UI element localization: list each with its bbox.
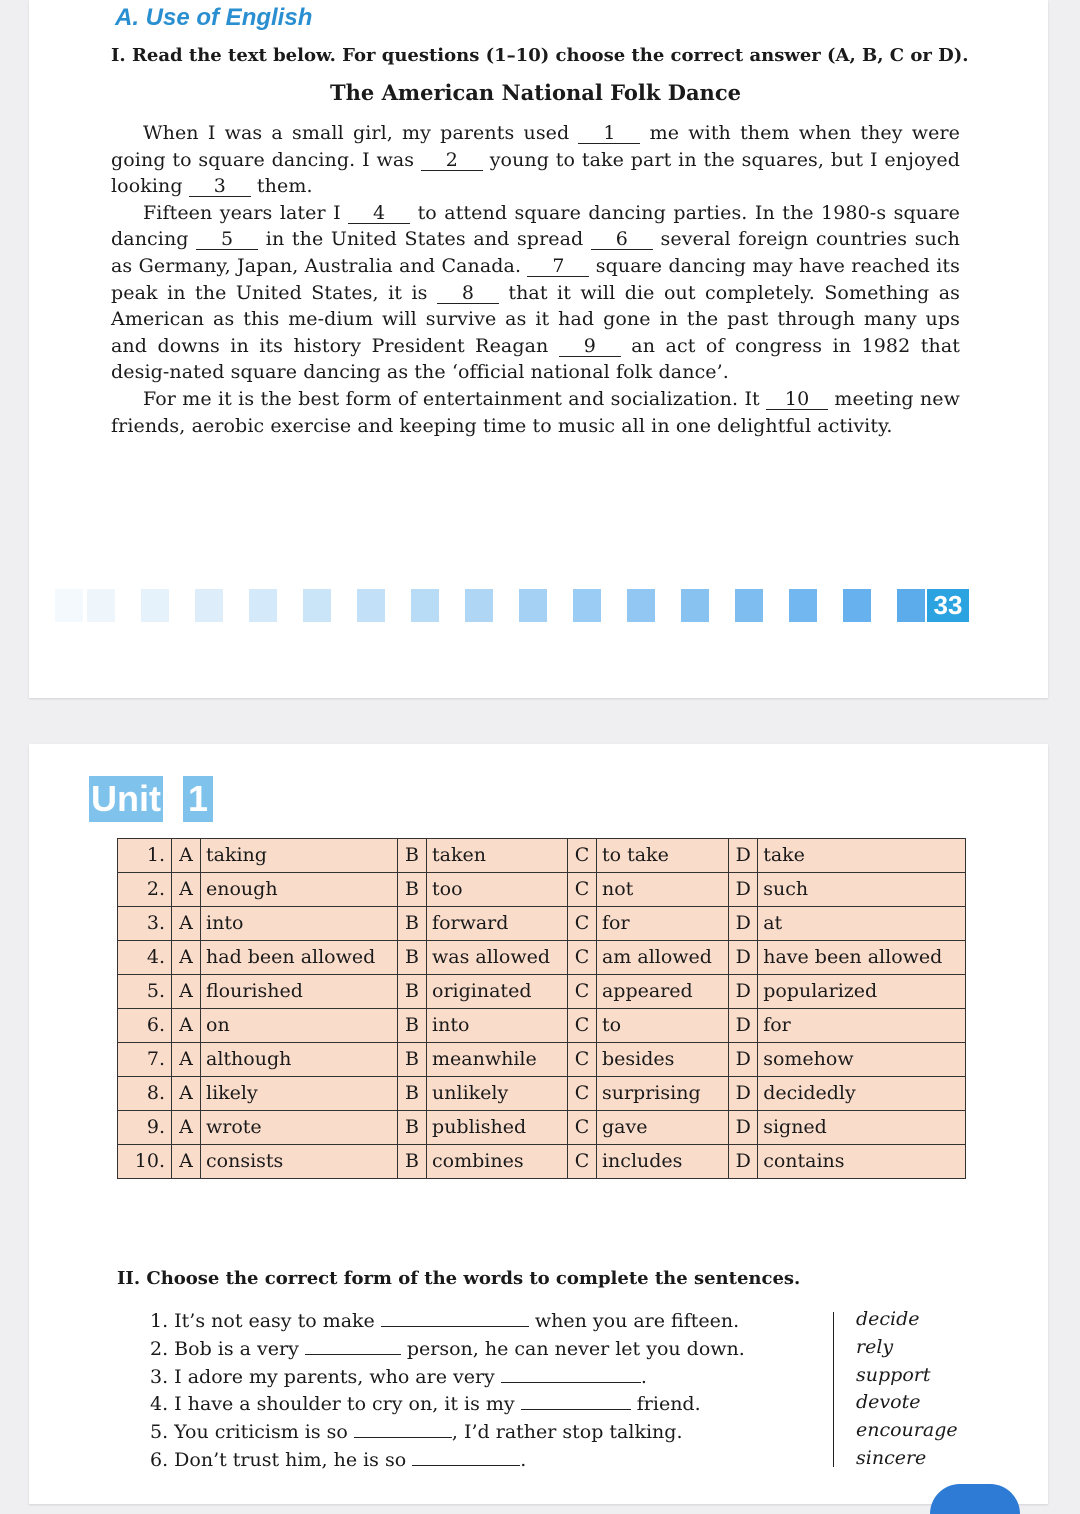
word-bank-divider: [833, 1312, 834, 1467]
gap-2: 2: [421, 150, 483, 171]
question-number: 1.: [118, 839, 172, 873]
question-number: 3.: [118, 907, 172, 941]
question-number: 2.: [118, 873, 172, 907]
option-a: had been allowed: [201, 941, 398, 975]
word-bank-item: devote: [856, 1391, 921, 1414]
option-letter: A: [172, 1009, 201, 1043]
unit-number: 1: [183, 776, 213, 822]
option-letter: A: [172, 873, 201, 907]
option-c: surprising: [596, 1077, 728, 1111]
paragraph-2: Fifteen years later I 4 to attend square dancing parties. In the 1980-s square dancing 5 in the United States and spread 6 several foreign countries such as Germany, Japan, Australia and Canada. 7 square dancing may have reached its peak in the United States, it is 8 that it will die out completely. Something as American as this me-dium will survive as it had gone in the past through many ups and downs in its history President Reagan 9 an act of congress in 1982 that desig-nated square dancing as the ‘official national folk dance’.: [111, 201, 961, 384]
page-number: 33: [927, 589, 969, 622]
answer-blank[interactable]: [521, 1389, 631, 1410]
word-bank-item: support: [856, 1363, 931, 1386]
option-a: wrote: [201, 1111, 398, 1145]
unit-word: Unit: [89, 776, 163, 822]
option-letter: D: [729, 873, 758, 907]
option-letter: A: [172, 907, 201, 941]
option-c: besides: [596, 1043, 728, 1077]
option-c: am allowed: [596, 941, 728, 975]
paragraph-3: For me it is the best form of entertainment and socialization. It 10 meeting new friends, aerobic exercise and keeping time to music all in one delightful activity.: [111, 387, 961, 437]
task2-heading: II. Choose the correct form of the words to complete the sentences.: [117, 1268, 801, 1289]
word-bank-item: encourage: [856, 1419, 958, 1442]
deco-square: [357, 589, 385, 622]
option-d: popularized: [758, 975, 966, 1009]
option-c: includes: [596, 1145, 728, 1179]
option-a: taking: [201, 839, 398, 873]
gap-6: 6: [591, 229, 653, 250]
deco-square: [789, 589, 817, 622]
question-number: 5.: [118, 975, 172, 1009]
sentence-5: 5. You criticism is so , I’d rather stop talking.: [150, 1417, 820, 1445]
sentence-6: 6. Don’t trust him, he is so .: [150, 1445, 820, 1473]
deco-square: [681, 589, 709, 622]
question-number: 9.: [118, 1111, 172, 1145]
option-b: too: [427, 873, 568, 907]
option-a: likely: [201, 1077, 398, 1111]
option-b: combines: [427, 1145, 568, 1179]
option-d: signed: [758, 1111, 966, 1145]
task-heading: I. Read the text below. For questions (1–10) choose the correct answer (A, B, C or D).: [111, 45, 969, 66]
option-letter: A: [172, 1111, 201, 1145]
sentence-list: [150, 1306, 820, 1473]
answer-blank[interactable]: [501, 1362, 641, 1383]
answer-blank[interactable]: [305, 1334, 401, 1355]
question-number: 4.: [118, 941, 172, 975]
deco-square: [573, 589, 601, 622]
option-letter: D: [729, 975, 758, 1009]
option-letter: A: [172, 1077, 201, 1111]
option-letter: C: [567, 1145, 596, 1179]
option-b: published: [427, 1111, 568, 1145]
option-letter: D: [729, 907, 758, 941]
option-c: for: [596, 907, 728, 941]
option-letter: B: [398, 1145, 427, 1179]
option-letter: C: [567, 941, 596, 975]
option-letter: B: [398, 941, 427, 975]
option-letter: D: [729, 1009, 758, 1043]
option-letter: C: [567, 1009, 596, 1043]
option-d: decidedly: [758, 1077, 966, 1111]
option-d: at: [758, 907, 966, 941]
word-bank-item: rely: [856, 1335, 894, 1358]
answer-blank[interactable]: [381, 1306, 529, 1327]
option-letter: B: [398, 1077, 427, 1111]
option-letter: B: [398, 1111, 427, 1145]
option-d: somehow: [758, 1043, 966, 1077]
option-letter: C: [567, 1043, 596, 1077]
paragraph-1: When I was a small girl, my parents used 1 me with them when they were going to square dancing. I was 2 young to take part in the squares, but I enjoyed looking 3 them.: [111, 122, 960, 198]
option-d: take: [758, 839, 966, 873]
option-d: such: [758, 873, 966, 907]
option-letter: D: [729, 1111, 758, 1145]
deco-square: [195, 589, 223, 622]
option-letter: C: [567, 907, 596, 941]
option-b: into: [427, 1009, 568, 1043]
option-b: unlikely: [427, 1077, 568, 1111]
option-b: meanwhile: [427, 1043, 568, 1077]
option-c: appeared: [596, 975, 728, 1009]
section-title: A. Use of English: [115, 4, 313, 31]
gap-5: 5: [196, 229, 258, 250]
gap-9: 9: [559, 336, 621, 357]
option-letter: C: [567, 1111, 596, 1145]
deco-square: [249, 589, 277, 622]
table-row: [118, 873, 966, 907]
story-title: The American National Folk Dance: [330, 80, 741, 105]
option-letter: C: [567, 839, 596, 873]
option-letter: D: [729, 1077, 758, 1111]
option-letter: D: [729, 941, 758, 975]
option-a: although: [201, 1043, 398, 1077]
option-letter: B: [398, 1009, 427, 1043]
sentence-3: 3. I adore my parents, who are very .: [150, 1362, 820, 1390]
option-d: have been allowed: [758, 941, 966, 975]
floating-action-button[interactable]: [930, 1484, 1020, 1514]
option-b: forward: [427, 907, 568, 941]
option-d: for: [758, 1009, 966, 1043]
option-b: originated: [427, 975, 568, 1009]
option-a: enough: [201, 873, 398, 907]
word-bank-item: sincere: [856, 1446, 927, 1469]
option-c: to take: [596, 839, 728, 873]
option-letter: B: [398, 1043, 427, 1077]
answer-options-table: [117, 838, 966, 1179]
table-row: [118, 941, 966, 975]
option-c: not: [596, 873, 728, 907]
option-b: was allowed: [427, 941, 568, 975]
option-d: contains: [758, 1145, 966, 1179]
option-c: gave: [596, 1111, 728, 1145]
table-row: [118, 1077, 966, 1111]
option-a: consists: [201, 1145, 398, 1179]
option-letter: A: [172, 1043, 201, 1077]
gap-10: 10: [766, 389, 828, 410]
deco-square: [87, 589, 115, 622]
deco-square: [519, 589, 547, 622]
question-number: 7.: [118, 1043, 172, 1077]
option-letter: A: [172, 839, 201, 873]
question-number: 8.: [118, 1077, 172, 1111]
table-row: [118, 907, 966, 941]
option-letter: D: [729, 1145, 758, 1179]
option-a: into: [201, 907, 398, 941]
gap-8: 8: [437, 283, 499, 304]
unit-label: [89, 776, 213, 822]
question-number: 6.: [118, 1009, 172, 1043]
option-a: on: [201, 1009, 398, 1043]
deco-square: [897, 589, 925, 622]
option-letter: A: [172, 941, 201, 975]
answer-blank[interactable]: [412, 1445, 520, 1466]
table-row: [118, 1009, 966, 1043]
option-letter: A: [172, 975, 201, 1009]
deco-square: [303, 589, 331, 622]
gap-4: 4: [348, 203, 410, 224]
option-letter: D: [729, 839, 758, 873]
decorative-square-bar: [55, 589, 975, 622]
answer-blank[interactable]: [354, 1417, 452, 1438]
gap-3: 3: [189, 176, 251, 197]
option-letter: C: [567, 975, 596, 1009]
option-letter: A: [172, 1145, 201, 1179]
deco-square: [141, 589, 169, 622]
sentence-4: 4. I have a shoulder to cry on, it is my friend.: [150, 1389, 820, 1417]
option-letter: B: [398, 907, 427, 941]
option-b: taken: [427, 839, 568, 873]
question-number: 10.: [118, 1145, 172, 1179]
option-letter: D: [729, 1043, 758, 1077]
sentence-2: 2. Bob is a very person, he can never let you down.: [150, 1334, 820, 1362]
word-bank-item: decide: [856, 1308, 920, 1330]
option-letter: C: [567, 1077, 596, 1111]
deco-square: [735, 589, 763, 622]
table-row: [118, 975, 966, 1009]
table-row: [118, 839, 966, 873]
deco-square: [465, 589, 493, 622]
sentence-1: 1. It’s not easy to make when you are fifteen.: [150, 1306, 820, 1334]
option-letter: B: [398, 975, 427, 1009]
gap-1: 1: [578, 123, 640, 144]
table-row: [118, 1111, 966, 1145]
table-row: [118, 1043, 966, 1077]
deco-square: [627, 589, 655, 622]
option-letter: C: [567, 873, 596, 907]
word-bank: [856, 1306, 958, 1473]
option-letter: B: [398, 839, 427, 873]
deco-square: [411, 589, 439, 622]
option-c: to: [596, 1009, 728, 1043]
story-text: [111, 120, 960, 439]
option-letter: B: [398, 873, 427, 907]
deco-square: [55, 589, 83, 622]
gap-7: 7: [527, 256, 589, 277]
table-row: [118, 1145, 966, 1179]
deco-square: [843, 589, 871, 622]
option-a: flourished: [201, 975, 398, 1009]
